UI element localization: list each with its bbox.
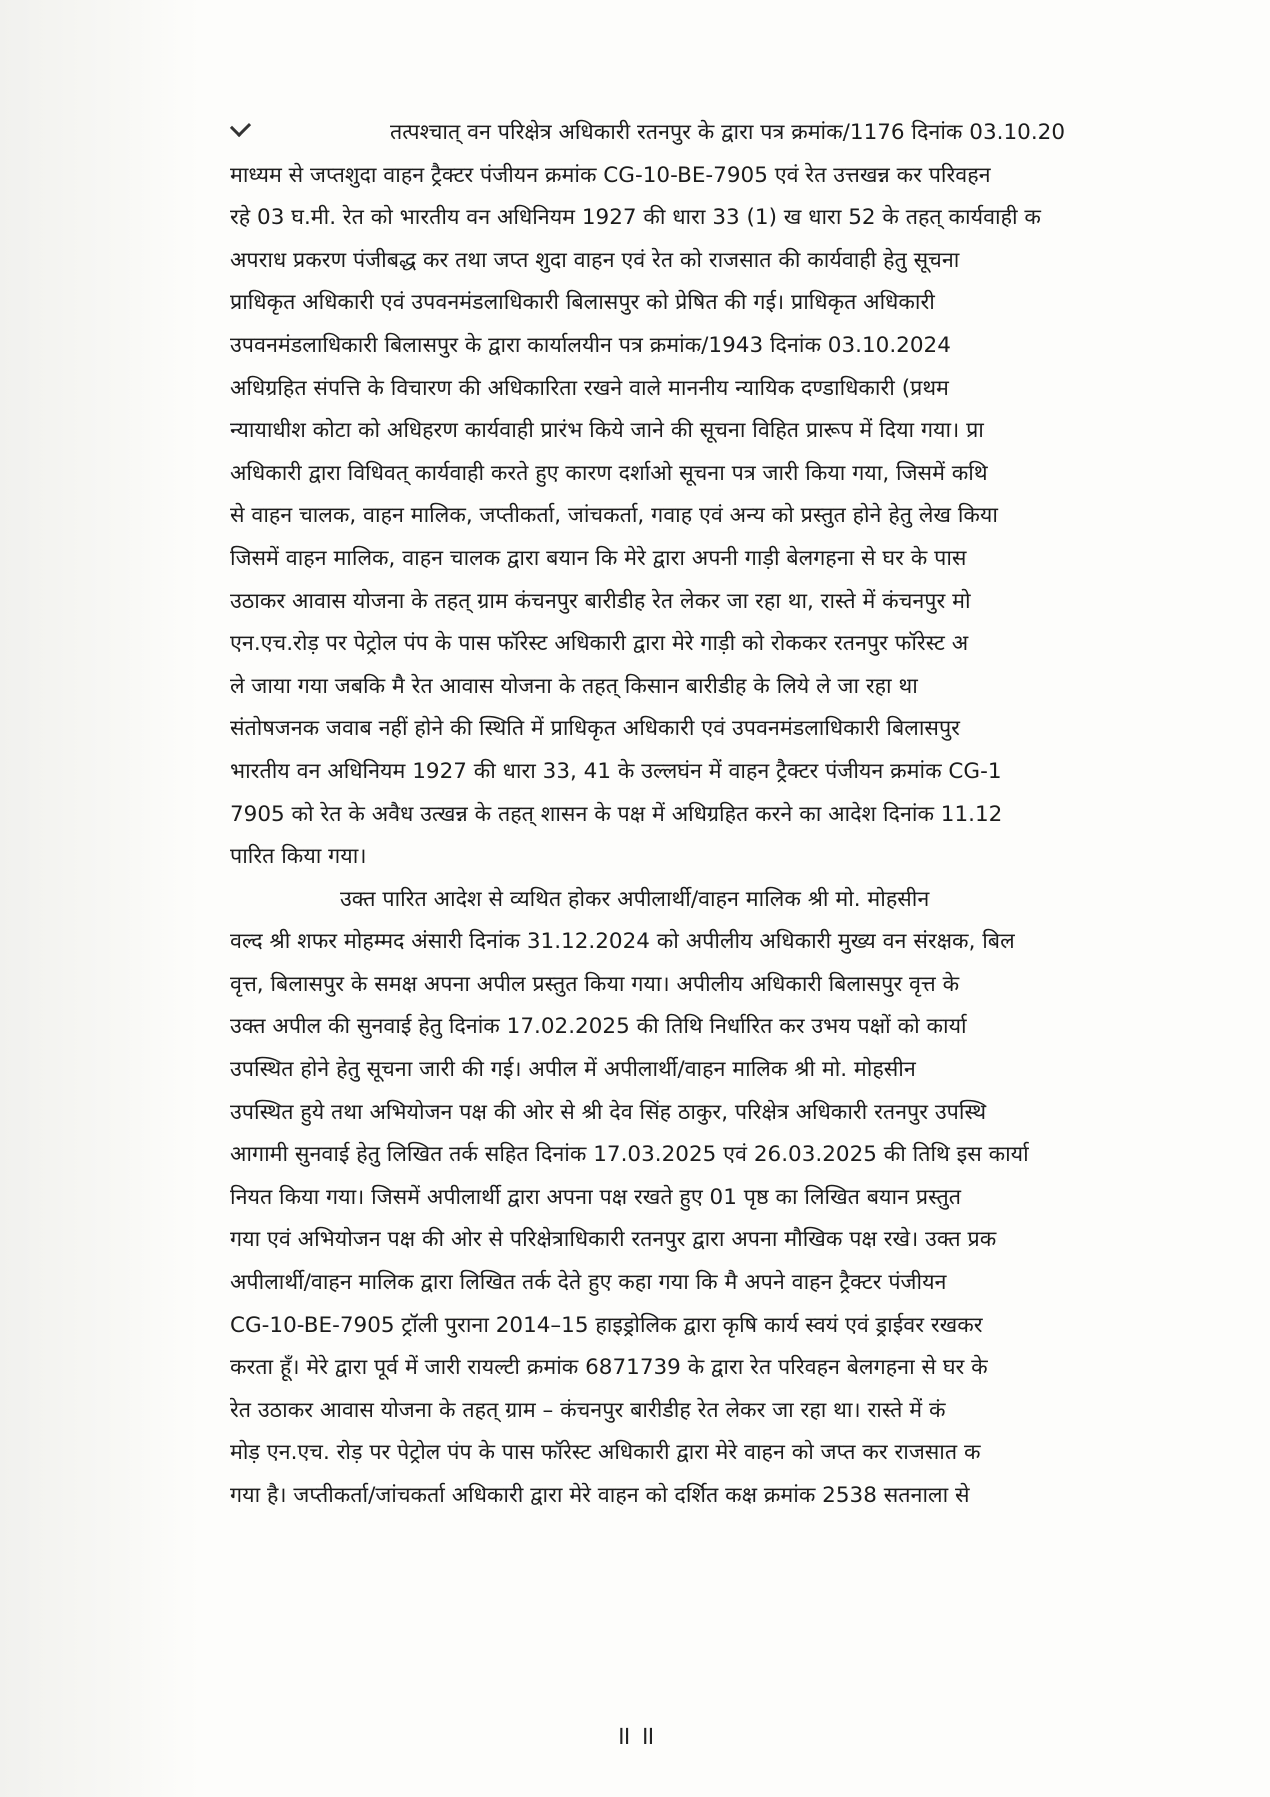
text-line: वल्द श्री शफर मोहम्मद अंसारी दिनांक 31.12.2024 को अपीलीय अधिकारी मुख्य वन संरक्षक, बिल — [230, 929, 1015, 955]
text-line: वृत्त, बिलासपुर के समक्ष अपना अपील प्रस्तुत किया गया। अपीलीय अधिकारी बिलासपुर वृत्त के — [230, 971, 960, 997]
text-line: जिसमें वाहन मालिक, वाहन चालक द्वारा बयान कि मेरे द्वारा अपनी गाड़ी बेलगहना से घर के पास — [230, 545, 967, 571]
text-line: एन.एच.रोड़ पर पेट्रोल पंप के पास फॉरेस्ट अधिकारी द्वारा मेरे गाड़ी को रोककर रतनपुर फॉरेस्ट अ — [230, 631, 969, 657]
page-fold-shadow — [0, 0, 200, 1797]
text-line: माध्यम से जप्तशुदा वाहन ट्रैक्टर पंजीयन क्रमांक CG-10-BE-7905 एवं रेत उत्तखन्न कर परिवहन — [230, 162, 991, 188]
text-line: नियत किया गया। जिसमें अपीलार्थी द्वारा अपना पक्ष रखते हुए 01 पृष्ठ का लिखित बयान प्रस्तुत — [230, 1184, 961, 1210]
text-line: अधिग्रहित संपत्ति के विचारण की अधिकारिता रखने वाले माननीय न्यायिक दण्डाधिकारी (प्रथम — [230, 375, 949, 401]
text-line: 7905 को रेत के अवैध उत्खन्न के तहत् शासन के पक्ष में अधिग्रहित करने का आदेश दिनांक 11.12 — [230, 801, 1003, 827]
text-line: पारित किया गया। — [230, 844, 367, 870]
text-line: न्यायाधीश कोटा को अधिहरण कार्यवाही प्रारंभ किये जाने की सूचना विहित प्रारूप में दिया गया। प्रा — [230, 418, 984, 444]
document-body — [230, 112, 1270, 1518]
text-line: गया एवं अभियोजन पक्ष की ओर से परिक्षेत्राधिकारी रतनपुर द्वारा अपना मौखिक पक्ष रखे। उक्त प्रक — [230, 1227, 997, 1253]
text-line: भारतीय वन अधिनियम 1927 की धारा 33, 41 के उल्लघंन में वाहन ट्रैक्टर पंजीयन क्रमांक CG-1 — [230, 758, 1002, 784]
text-line: मोड़ एन.एच. रोड़ पर पेट्रोल पंप के पास फॉरेस्ट अधिकारी द्वारा मेरे वाहन को जप्त कर राजसात क — [230, 1440, 981, 1466]
text-line: प्राधिकृत अधिकारी एवं उपवनमंडलाधिकारी बिलासपुर को प्रेषित की गई। प्राधिकृत अधिकारी — [230, 290, 935, 316]
text-line: अपराध प्रकरण पंजीबद्ध कर तथा जप्त शुदा वाहन एवं रेत को राजसात की कार्यवाही हेतु सूचना — [230, 247, 960, 273]
text-line: उक्त अपील की सुनवाई हेतु दिनांक 17.02.2025 की तिथि निर्धारित कर उभय पक्षों को कार्या — [230, 1014, 967, 1040]
text-line: से वाहन चालक, वाहन मालिक, जप्तीकर्ता, जांचकर्ता, गवाह एवं अन्य को प्रस्तुत होने हेतु लेख किया — [230, 503, 998, 529]
text-line: CG-10-BE-7905 ट्रॉली पुराना 2014–15 हाइड्रोलिक द्वारा कृषि कार्य स्वयं एवं ड्राईवर रखकर — [230, 1312, 983, 1338]
text-line: ले जाया गया जबकि मै रेत आवास योजना के तहत् किसान बारीडीह के लिये ले जा रहा था — [230, 673, 918, 699]
text-line: रेत उठाकर आवास योजना के तहत् ग्राम – कंचनपुर बारीडीह रेत लेकर जा रहा था। रास्ते में कं — [230, 1397, 946, 1423]
text-line: उपस्थित होने हेतु सूचना जारी की गई। अपील में अपीलार्थी/वाहन मालिक श्री मो. मोहसीन — [230, 1057, 916, 1083]
text-line: उक्त पारित आदेश से व्यथित होकर अपीलार्थी/वाहन मालिक श्री मो. मोहसीन — [340, 886, 930, 912]
text-line: अधिकारी द्वारा विधिवत् कार्यवाही करते हुए कारण दर्शाओ सूचना पत्र जारी किया गया, जिसमें कथि — [230, 460, 988, 486]
text-line: आगामी सुनवाई हेतु लिखित तर्क सहित दिनांक 17.03.2025 एवं 26.03.2025 की तिथि इस कार्या — [230, 1142, 1029, 1168]
text-line: उपस्थित हुये तथा अभियोजन पक्ष की ओर से श्री देव सिंह ठाकुर, परिक्षेत्र अधिकारी रतनपुर उपस्थि — [230, 1099, 987, 1125]
text-line: उपवनमंडलाधिकारी बिलासपुर के द्वारा कार्यालयीन पत्र क्रमांक/1943 दिनांक 03.10.2024 — [230, 332, 951, 358]
text-line: करता हूँ। मेरे द्वारा पूर्व में जारी रायल्टी क्रमांक 6871739 के द्वारा रेत परिवहन बेलगहना से घर के — [230, 1355, 988, 1381]
text-line: संतोषजनक जवाब नहीं होने की स्थिति में प्राधिकृत अधिकारी एवं उपवनमंडलाधिकारी बिलासपुर — [230, 716, 960, 742]
text-line: रहे 03 घ.मी. रेत को भारतीय वन अधिनियम 1927 की धारा 33 (1) ख धारा 52 के तहत् कार्यवाही क — [230, 205, 1041, 231]
page-footer-mark: ॥ ॥ — [615, 1721, 655, 1751]
text-line: अपीलार्थी/वाहन मालिक द्वारा लिखित तर्क देते हुए कहा गया कि मै अपने वाहन ट्रैक्टर पंजीयन — [230, 1270, 947, 1296]
text-line: गया है। जप्तीकर्ता/जांचकर्ता अधिकारी द्वारा मेरे वाहन को दर्शित कक्ष क्रमांक 2538 सतनाला से — [230, 1483, 970, 1508]
text-line: तत्पश्चात् वन परिक्षेत्र अधिकारी रतनपुर के द्वारा पत्र क्रमांक/1176 दिनांक 03.10.20 — [390, 120, 1066, 145]
text-line: उठाकर आवास योजना के तहत् ग्राम कंचनपुर बारीडीह रेत लेकर जा रहा था, रास्ते में कंचनपुर मो — [230, 588, 971, 614]
